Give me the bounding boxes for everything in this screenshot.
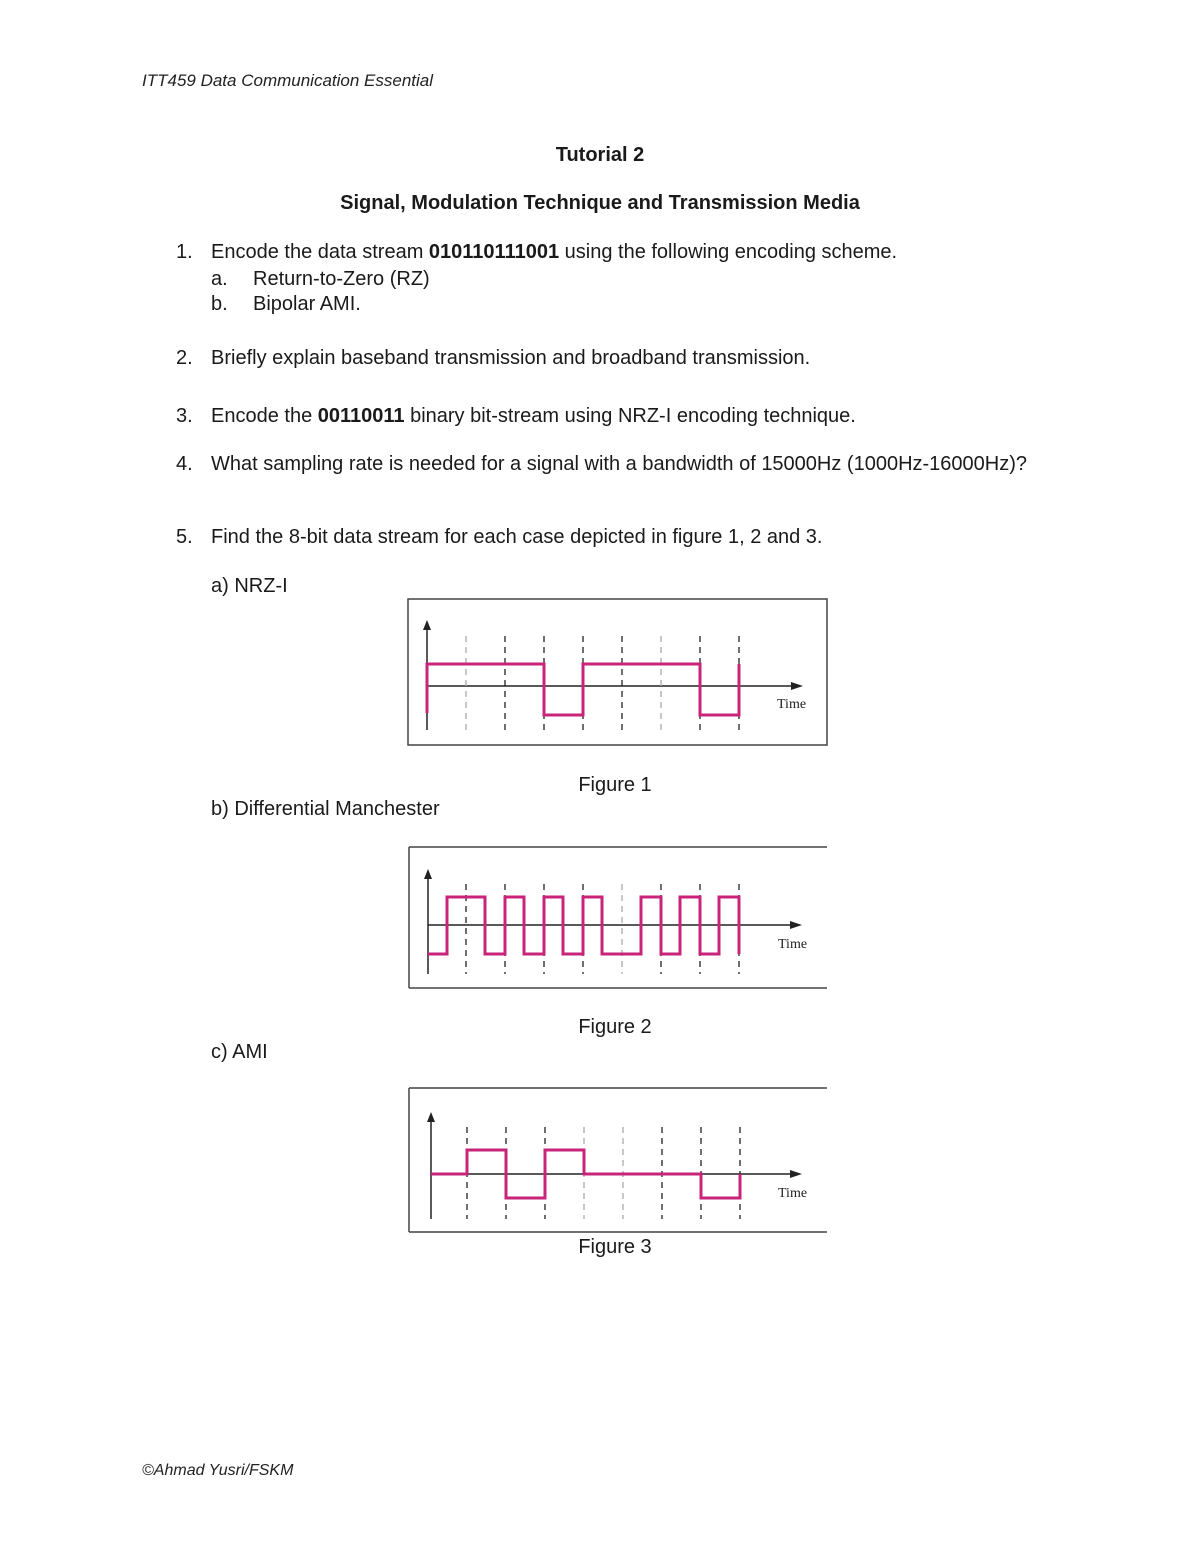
question-number: 1.	[176, 241, 193, 263]
figure-3-diagram	[408, 1087, 828, 1233]
page-title: Tutorial 2	[555, 144, 645, 166]
figure-3	[408, 1087, 828, 1238]
figure-3-caption: Figure 3	[578, 1236, 652, 1258]
time-axis-arrow	[790, 921, 802, 929]
page-subtitle: Signal, Modulation Technique and Transmission Media	[340, 192, 860, 214]
figure-1	[407, 598, 828, 751]
figure-2	[408, 846, 828, 994]
figure-frame	[408, 599, 827, 745]
amplitude-axis-arrow	[424, 869, 432, 879]
figure-1-diagram	[407, 598, 828, 746]
time-label: Time	[777, 697, 807, 712]
question-text: Encode the data stream 010110111001 using the following encoding scheme.	[211, 241, 898, 263]
page-header: ITT459 Data Communication Essential	[142, 71, 434, 90]
amplitude-axis-arrow	[427, 1112, 435, 1122]
part-b-label: b) Differential Manchester	[211, 798, 440, 820]
part-a-label: a) NRZ-I	[211, 575, 288, 597]
part-c-label: c) AMI	[211, 1041, 268, 1063]
time-label: Time	[778, 937, 808, 952]
time-label: Time	[778, 1186, 808, 1201]
figure-1-caption: Figure 1	[578, 774, 652, 796]
figure-2-caption: Figure 2	[578, 1016, 652, 1038]
figure-2-diagram	[408, 846, 828, 989]
page-footer: ©Ahmad Yusri/FSKM	[142, 1462, 294, 1479]
time-axis-arrow	[790, 1170, 802, 1178]
